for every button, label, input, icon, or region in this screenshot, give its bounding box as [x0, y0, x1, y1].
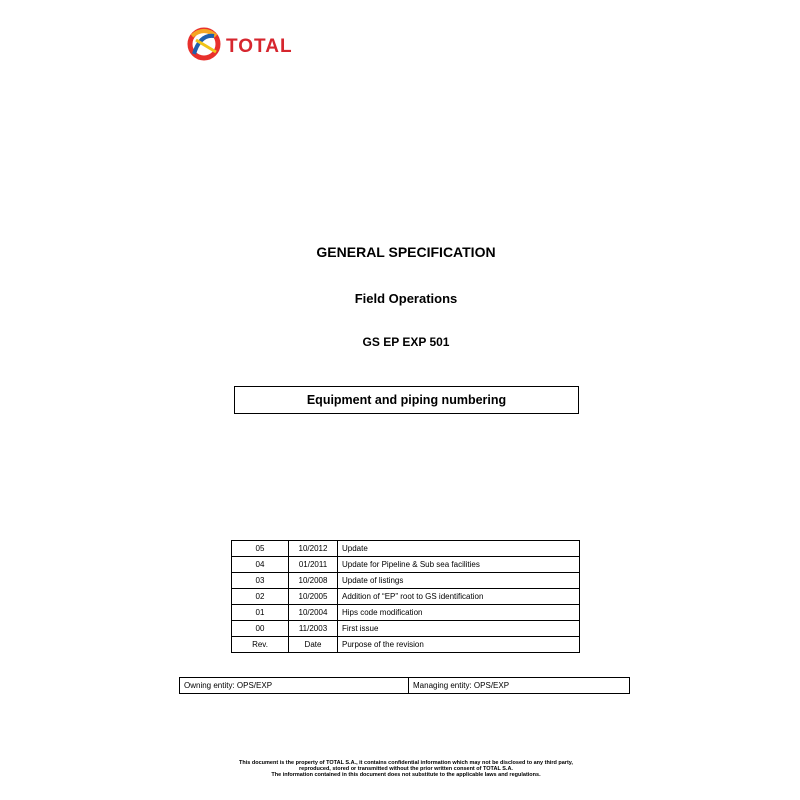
purpose-cell: Update of listings: [338, 573, 580, 589]
table-row: [232, 605, 580, 621]
table-row: [232, 573, 580, 589]
total-logo: [186, 24, 306, 68]
rev-cell: 02: [232, 589, 289, 605]
footer-line: This document is the property of TOTAL S.A., it contains confidential information which may not be disclosed to any third party,: [239, 760, 573, 766]
confidentiality-footer: [0, 760, 800, 778]
document-code: GS EP EXP 501: [362, 335, 450, 349]
document-subtitle: Field Operations: [354, 291, 458, 306]
date-cell: 11/2003: [289, 621, 338, 637]
rev-cell: 05: [232, 541, 289, 557]
date-header: Date: [289, 637, 338, 653]
revision-table: [231, 540, 580, 653]
rev-cell: 00: [232, 621, 289, 637]
rev-cell: 01: [232, 605, 289, 621]
date-cell: 01/2011: [289, 557, 338, 573]
footer-line: The information contained in this document does not substitute to the applicable laws and regulations.: [271, 772, 541, 778]
table-row: [232, 541, 580, 557]
ownership-table: [179, 677, 630, 694]
purpose-header: Purpose of the revision: [338, 637, 580, 653]
logo-wordmark: TOTAL: [226, 36, 293, 57]
rev-cell: 03: [232, 573, 289, 589]
rev-header: Rev.: [232, 637, 289, 653]
purpose-cell: Update: [338, 541, 580, 557]
managing-entity: Managing entity: OPS/EXP: [409, 678, 630, 694]
purpose-cell: Addition of “EP” root to GS identification: [338, 589, 580, 605]
purpose-cell: Hips code modification: [338, 605, 580, 621]
table-header-row: [232, 637, 580, 653]
date-cell: 10/2012: [289, 541, 338, 557]
subject-box: Equipment and piping numbering: [234, 386, 579, 414]
date-cell: 10/2008: [289, 573, 338, 589]
footer-line: reproduced, stored or transmitted without the prior written consent of TOTAL S.A.: [299, 766, 513, 772]
rev-cell: 04: [232, 557, 289, 573]
table-row: [232, 589, 580, 605]
table-row: [232, 557, 580, 573]
date-cell: 10/2005: [289, 589, 338, 605]
purpose-cell: First issue: [338, 621, 580, 637]
owning-entity: Owning entity: OPS/EXP: [180, 678, 409, 694]
total-logo-icon: [186, 24, 222, 64]
document-title: GENERAL SPECIFICATION: [316, 244, 496, 260]
table-row: [232, 621, 580, 637]
date-cell: 10/2004: [289, 605, 338, 621]
purpose-cell: Update for Pipeline & Sub sea facilities: [338, 557, 580, 573]
